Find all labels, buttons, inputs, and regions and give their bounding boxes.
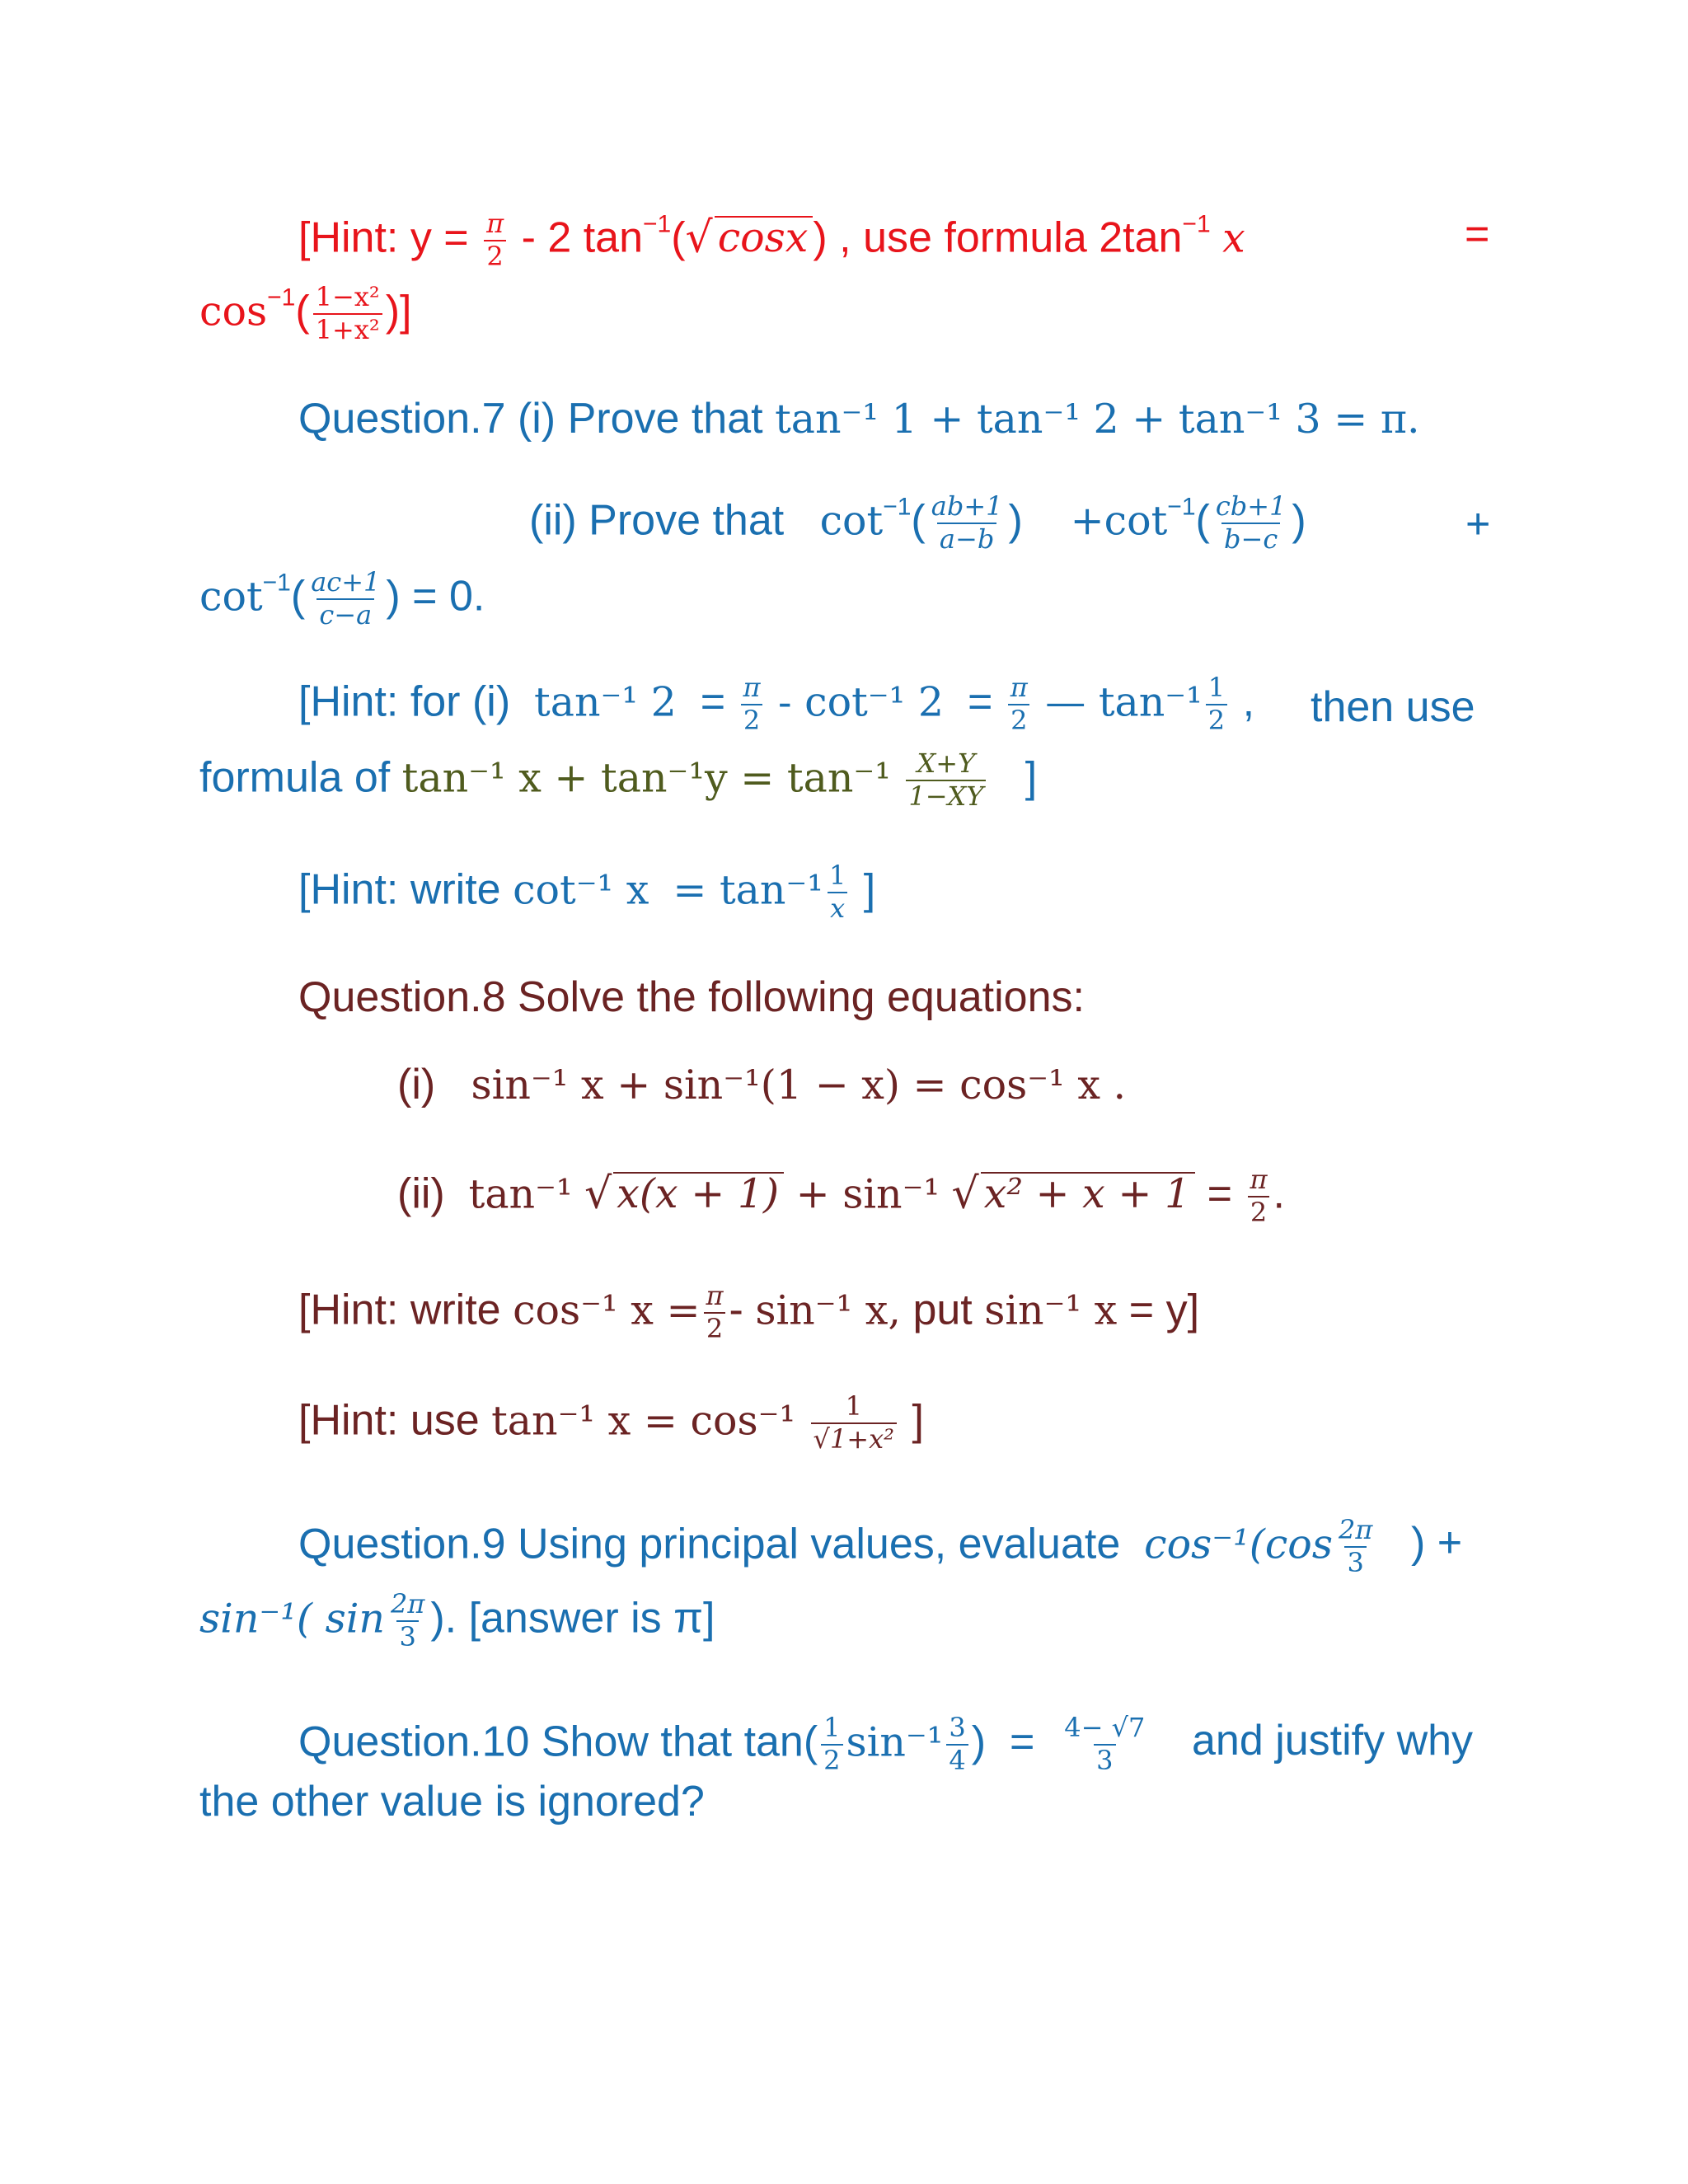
identity-expr: tan⁻¹ x + tan⁻¹y = tan⁻¹ xyxy=(401,754,891,802)
superscript: −1 xyxy=(883,493,912,521)
question-9-line2 xyxy=(199,1588,715,1652)
sin-expr: sin⁻¹ x xyxy=(984,1286,1118,1334)
frac-den: 2 xyxy=(1248,1196,1269,1227)
question-10-line2: the other value is ignored? xyxy=(199,1778,705,1825)
tan-expr: = tan⁻¹ xyxy=(673,866,823,914)
superscript: −1 xyxy=(1167,493,1196,521)
minus: - xyxy=(729,1286,743,1334)
cos-expr: cos⁻¹(cos xyxy=(1144,1521,1333,1568)
fraction xyxy=(1213,490,1289,555)
superscript: −1 xyxy=(643,210,672,238)
superscript: −1 xyxy=(262,569,291,597)
hint-text: - 2 tan xyxy=(521,213,643,262)
question-7-i xyxy=(298,395,1420,443)
superscript: −1 xyxy=(1182,210,1211,238)
frac-den: 3 xyxy=(1094,1744,1115,1775)
cot-fn: cot xyxy=(819,497,884,545)
hint-text: = y] xyxy=(1128,1286,1200,1334)
answer-note: [answer is π] xyxy=(468,1594,715,1643)
frac-num: π xyxy=(706,1280,724,1311)
fraction xyxy=(1206,674,1227,734)
fraction xyxy=(388,1588,427,1652)
question-label: Question.10 Show that tan( xyxy=(298,1718,818,1766)
question-7-ii-line2: $\cot^{-1}$( $\frac{ac+1}{c-a}$ ) = 0. xyxy=(199,566,485,630)
question-9-line1 xyxy=(298,1516,1378,1577)
frac-num: 1−x² xyxy=(315,281,380,312)
cos-fn: cos xyxy=(199,288,268,335)
hint-text: [Hint: for (i) xyxy=(298,677,511,726)
question-8-i xyxy=(397,1063,1126,1106)
frac-num: X+Y xyxy=(917,748,976,779)
cos-expr: cos⁻¹ x = xyxy=(513,1286,701,1334)
hint-q7-cot xyxy=(298,862,875,922)
hint-text: [Hint: y = xyxy=(298,213,469,262)
frac-den: 1+x² xyxy=(313,313,382,344)
question-8-title: Question.8 Solve the following equations: xyxy=(298,973,1085,1021)
question-label: (ii) Prove that xyxy=(529,496,785,545)
sqrt-symbol: √ xyxy=(951,1169,979,1219)
sin-expr: sin⁻¹( sin xyxy=(199,1595,385,1643)
fraction xyxy=(308,566,382,630)
close-bracket: ] xyxy=(1025,753,1038,802)
question-9-close: ) + xyxy=(1411,1519,1463,1567)
frac-num: 1 xyxy=(1207,672,1226,703)
hint-q8-2 xyxy=(298,1390,924,1455)
part-label: (ii) xyxy=(397,1169,445,1218)
fraction xyxy=(811,1390,897,1455)
sqrt-arg: 1+x² xyxy=(829,1422,894,1455)
hint-q7-line1 xyxy=(298,674,1254,734)
close-paren: ) xyxy=(971,1718,987,1766)
sqrt-symbol: √ xyxy=(584,1169,612,1219)
frac-num: π xyxy=(1250,1164,1268,1195)
frac-num: cb+1 xyxy=(1215,490,1287,522)
question-10-line1 xyxy=(298,1714,1151,1774)
frac-num: π xyxy=(743,672,761,703)
plus-sign: + xyxy=(1465,500,1491,548)
close-bracket: )] xyxy=(385,287,412,335)
sqrt-arg: x(x + 1) xyxy=(613,1172,784,1214)
frac-num: 1 xyxy=(828,860,846,891)
frac-num: ab+1 xyxy=(931,490,1003,522)
fraction xyxy=(1062,1714,1147,1774)
frac-num: 4− √7 xyxy=(1064,1712,1146,1743)
cot-fn: +cot xyxy=(1070,497,1168,545)
equals: = xyxy=(700,677,726,726)
question-label: Question.7 (i) Prove that xyxy=(298,395,763,443)
frac-den: x xyxy=(828,892,847,923)
hint-q7-line2 xyxy=(199,750,1037,810)
part-label: (i) xyxy=(397,1061,436,1108)
hint-text: [Hint: use xyxy=(298,1396,480,1445)
paren: ( xyxy=(295,287,310,335)
fraction xyxy=(1008,674,1030,734)
frac-den: 2 xyxy=(1206,704,1227,735)
superscript: −1 xyxy=(267,284,296,312)
close-bracket: ] xyxy=(863,865,876,914)
frac-num: π xyxy=(486,208,504,239)
sin-fn: + sin⁻¹ xyxy=(795,1170,940,1218)
equation: sin⁻¹ x + sin⁻¹(1 − x) = cos⁻¹ x . xyxy=(471,1062,1127,1108)
sqrt-symbol: √ xyxy=(685,213,713,263)
identity-expr: tan⁻¹ x = cos⁻¹ xyxy=(491,1397,796,1445)
fraction xyxy=(929,490,1006,555)
fraction xyxy=(741,674,763,734)
hint-text: formula of xyxy=(199,753,391,802)
variable: x xyxy=(1222,214,1245,262)
frac-den: 2 xyxy=(821,1744,842,1775)
sin-fn: sin⁻¹ xyxy=(846,1718,944,1766)
frac-den: 2 xyxy=(741,704,762,735)
equals: = xyxy=(1207,1169,1233,1218)
frac-den: c−a xyxy=(316,598,374,630)
frac-num: ac+1 xyxy=(311,566,381,598)
tan-fn: tan⁻¹ xyxy=(468,1170,573,1218)
frac-den: 2 xyxy=(1008,704,1029,735)
frac-num: 1 xyxy=(845,1390,862,1422)
tan-expr: tan⁻¹ 2 xyxy=(534,678,677,726)
hint-text: ) , use formula 2tan xyxy=(813,213,1183,262)
fraction xyxy=(946,1714,968,1774)
sin-expr: sin⁻¹ x, xyxy=(755,1286,901,1334)
close-paren: ). xyxy=(430,1594,457,1643)
frac-den: 2 xyxy=(484,240,505,271)
fraction xyxy=(906,750,986,810)
fraction xyxy=(704,1282,726,1343)
question-expression: tan⁻¹ 1 + tan⁻¹ 2 + tan⁻¹ 3 = π. xyxy=(775,396,1420,443)
equals: = xyxy=(967,677,993,726)
frac-den: b−c xyxy=(1221,523,1280,554)
fraction xyxy=(313,281,382,345)
fraction xyxy=(821,1714,842,1774)
equals: = xyxy=(1010,1718,1035,1766)
equals-zero: = 0. xyxy=(412,572,485,621)
hint-text: [Hint: write xyxy=(298,865,501,914)
close-bracket: ] xyxy=(912,1396,924,1445)
hint-q8-1 xyxy=(298,1282,1199,1343)
question-7-ii: (ii) Prove that $\cot^{-1}$( $\frac{ab+1}{a-b}$ ) $+\cot^{-1}$( $\frac{cb+1}{b-c}$ ) xyxy=(529,490,1306,555)
hint-text: ( xyxy=(671,213,686,262)
cot-fn: cot xyxy=(199,573,263,621)
hint-q6-eq: = xyxy=(1465,210,1490,258)
frac-num: 2π xyxy=(390,1588,425,1619)
hint-q6-line1 xyxy=(298,210,1245,270)
frac-den: 3 xyxy=(1344,1546,1366,1577)
sqrt-arg: cosx xyxy=(715,216,814,258)
period: . xyxy=(1273,1169,1285,1218)
frac-num: 1 xyxy=(823,1712,841,1743)
then-use: then use xyxy=(1311,683,1475,731)
comma: , xyxy=(1242,677,1255,726)
question-8-ii xyxy=(397,1166,1285,1226)
frac-den: 3 xyxy=(396,1620,418,1652)
frac-den: 4 xyxy=(946,1744,968,1775)
frac-den: 1−XY xyxy=(906,780,986,811)
fraction xyxy=(827,862,848,922)
frac-den: a−b xyxy=(937,523,996,554)
frac-num: π xyxy=(1010,672,1028,703)
cot-expr: cot⁻¹ x xyxy=(513,866,649,914)
hint-text: put xyxy=(912,1286,973,1334)
frac-den xyxy=(811,1422,897,1454)
frac-num: 3 xyxy=(949,1712,966,1743)
question-label: Question.9 Using principal values, evaluate xyxy=(298,1520,1121,1568)
frac-den: 2 xyxy=(704,1312,725,1343)
hint-q6-line2 xyxy=(199,281,412,345)
hint-text: [Hint: write xyxy=(298,1286,501,1334)
fraction xyxy=(1336,1516,1375,1577)
fraction xyxy=(484,210,506,270)
sqrt-arg: x² + x + 1 xyxy=(981,1172,1196,1214)
cot-expr: - cot⁻¹ 2 xyxy=(778,678,945,726)
fraction xyxy=(1247,1166,1269,1226)
frac-num: 2π xyxy=(1338,1514,1373,1545)
and-justify: and justify why xyxy=(1192,1717,1474,1765)
tan-expr: — tan⁻¹ xyxy=(1045,678,1203,726)
sqrt-symbol: √ xyxy=(813,1422,830,1455)
